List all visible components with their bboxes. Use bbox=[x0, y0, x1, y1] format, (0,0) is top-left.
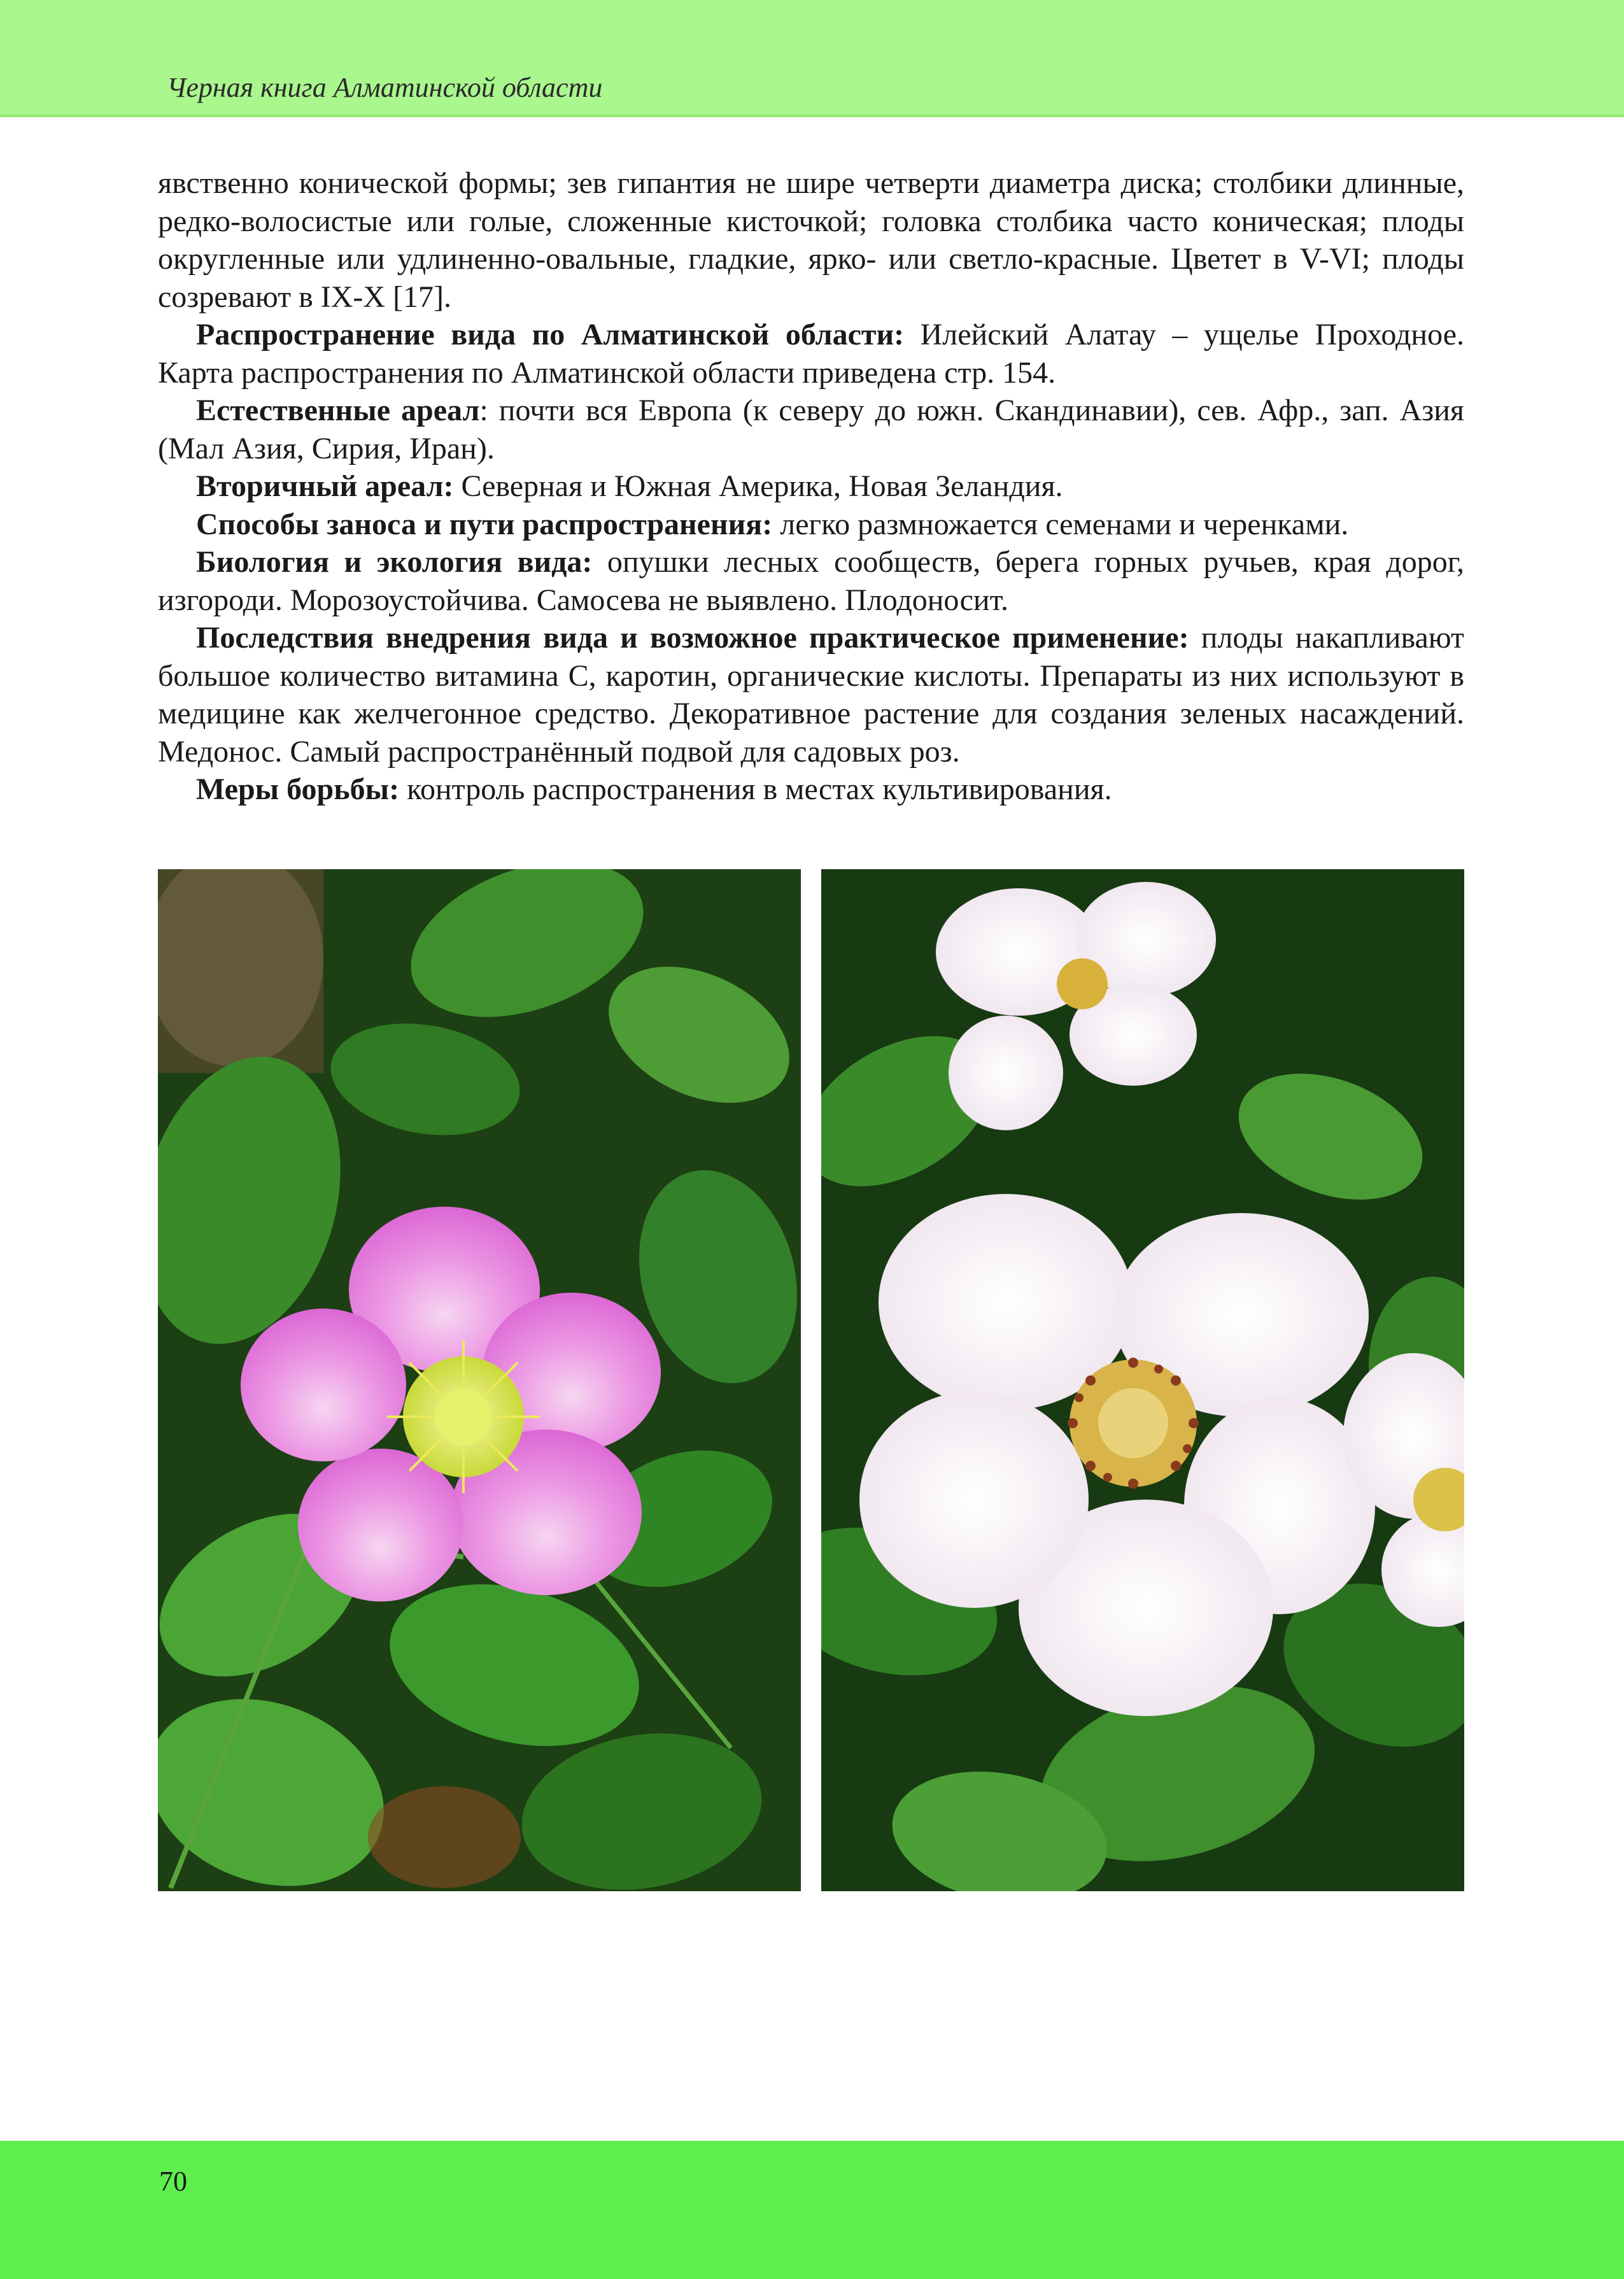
section-label: Последствия внедрения вида и возможное практическое применение: bbox=[196, 621, 1189, 655]
section-text: Северная и Южная Америка, Новая Зеландия. bbox=[453, 469, 1063, 503]
section-text: Илейский Алатау – ущелье Проходное. Карта распространения по Алматинской области приведена стр. 154. bbox=[158, 318, 1464, 390]
section-consequences bbox=[158, 619, 1464, 770]
pink-rose-illustration bbox=[158, 869, 801, 1891]
section-biology-ecology bbox=[158, 543, 1464, 619]
section-natural-range bbox=[158, 392, 1464, 467]
section-label: Способы заноса и пути распространения: bbox=[196, 507, 773, 541]
section-label: Меры борьбы: bbox=[196, 772, 400, 806]
intro-paragraph: явственно конической формы; зев гипантия не шире четверти диаметра диска; столбики длинные, редко-волосистые или голые, сложенные кисточкой; головка столбика часто коническая; плоды округленные или удлиненно-овальные, гладкие, ярко- или светло-красные. Цветет в V-VI; плоды созревают в IX-X [17]. bbox=[158, 166, 1464, 314]
page-number: 70 bbox=[159, 2166, 187, 2197]
section-text: плоды накапливают большое количество витамина С, каротин, органические кислоты. Препараты из них используют в медицине как желчегонное средство. Декоративное растение для создания зеленых насаждений. Медонос. Самый распространённый подвой для садовых роз. bbox=[158, 621, 1464, 769]
header-rule bbox=[0, 115, 1624, 117]
footer-band bbox=[0, 2141, 1624, 2279]
section-label: Естественные ареал bbox=[196, 394, 480, 427]
section-text: контроль распространения в местах культивирования. bbox=[399, 772, 1112, 806]
section-text: опушки лесных сообществ, берега горных ручьев, края дорог, изгороди. Морозоустойчива. Самосева не выявлено. Плодоносит. bbox=[158, 545, 1465, 617]
running-title: Черная книга Алматинской области bbox=[167, 72, 603, 103]
section-label: Вторичный ареал: bbox=[196, 469, 454, 503]
white-rose-illustration bbox=[821, 869, 1464, 1891]
article-body bbox=[158, 164, 1464, 809]
photo-pink-rose bbox=[158, 869, 801, 1891]
section-secondary-range bbox=[158, 467, 1464, 506]
section-introduction-pathways bbox=[158, 506, 1464, 544]
section-distribution bbox=[158, 316, 1464, 392]
photo-white-rose bbox=[821, 869, 1464, 1891]
section-label: Распространение вида по Алматинской области: bbox=[196, 318, 905, 351]
section-label: Биология и экология вида: bbox=[196, 545, 593, 579]
section-text: : почти вся Европа (к северу до южн. Скандинавии), сев. Афр., зап. Азия (Мал Азия, Сирия, Иран). bbox=[158, 394, 1464, 465]
section-control-measures bbox=[158, 770, 1464, 809]
section-text: легко размножается семенами и черенками. bbox=[772, 507, 1349, 541]
